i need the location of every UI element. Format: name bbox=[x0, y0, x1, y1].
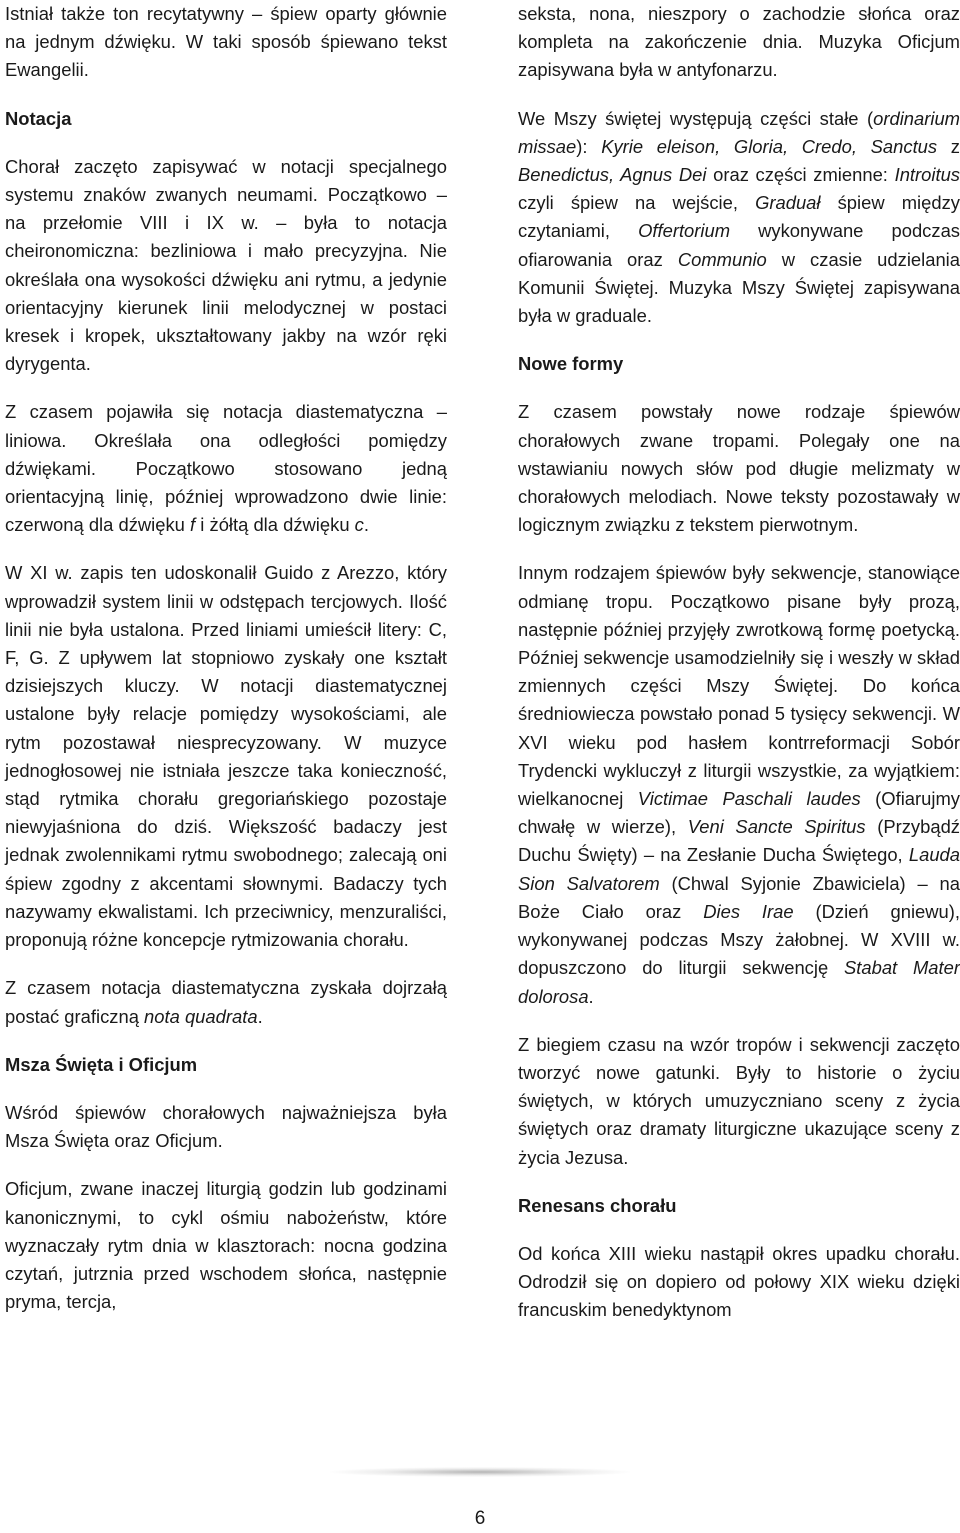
right-column bbox=[518, 0, 960, 1345]
page-number: 6 bbox=[474, 1508, 486, 1529]
paragraph-nowe-1: Z czasem powstały nowe rodzaje śpiewów chorałowych zwane tropami. Polegały one na wstawianiu nowych słów pod długie melizmaty w chorałowych melodiach. Nowe teksty pozostawały w logicznym związku z tekstem pierwotnym. bbox=[518, 401, 960, 536]
paragraph-msza-2: Oficjum, zwane inaczej liturgią godzin lub godzinami kanonicznymi, to cykl ośmiu nabożeństw, które wyznaczały rytm dnia w klasztorach: nocna godzina czytań, jutrznia przed wschodem słońca, następnie pryma, tercja, bbox=[5, 1178, 447, 1313]
paragraph-renesans: Od końca XIII wieku nastąpił okres upadku chorału. Odrodził się on dopiero od połowy XIX wieku dzięki francuskim benedyktynom bbox=[518, 1242, 960, 1321]
heading-msza: Msza Święta i Oficjum bbox=[5, 1053, 198, 1075]
paragraph-oficjum-cont: seksta, nona, nieszpory o zachodzie słońca oraz kompleta na zakończenie dnia. Muzyka Oficjum zapisywana była w antyfonarzu. bbox=[518, 3, 960, 81]
paragraph-nowe-3: Z biegiem czasu na wzór tropów i sekwencji zaczęto tworzyć nowe gatunki. Były to historie o życiu świętych, w których umuzyczniano sceny z życia świętych oraz dramaty liturgiczne ukazujące sceny z życia Jezusa. bbox=[518, 1033, 960, 1168]
paragraph-notacja-4: Z czasem notacja diastematyczna zyskała dojrzałą postać graficzną nota quadrata. bbox=[5, 977, 447, 1027]
paragraph-notacja-1: Chorał zaczęto zapisywać w notacji specjalnego systemu znaków zwanych neumami. Początkowo – na przełomie VIII i IX w. – była to notacja cheironomiczna: bezliniowa i mało precyzyjna. Nie określała ona wysokości dźwięku ani rytmu, a jedynie orientacyjny kierunek linii melodycznej w postaci kresek i kropek, ukształtowany jakby na wzór ręki dyrygenta. bbox=[5, 155, 447, 375]
paragraph-nowe-2: Innym rodzajem śpiewów były sekwencje, stanowiące odmianę tropu. Początkowo pisane były prozą, następnie później przyjęły zwrotkową formę poetycką. Później sekwencje usamodzielniły się i weszły w skład zmiennych części Mszy Świętej. Do końca średniowiecza powstało ponad 5 tysięcy sekwencji. W XVI wieku pod hasłem kontrreformacji Sobór Trydencki wykluczył z liturgii wszystkie, za wyjątkiem: wielkanocnej Victimae Paschali laudes (Ofiarujmy chwałę w wierze), Veni Sancte Spiritus (Przybądź Duchu Święty) – na Zesłanie Ducha Świętego, Lauda Sion Salvatorem (Chwal Syjonie Zbawiciela) – na Boże Ciało oraz Dies Irae (Dzień gniewu), wykonywanej podczas Mszy żałobnej. W XVIII w. dopuszczono do liturgii sekwencję Stabat Mater dolorosa. bbox=[518, 562, 960, 1007]
paragraph-msza-1: Wśród śpiewów chorałowych najważniejsza była Msza Święta oraz Oficjum. bbox=[5, 1101, 447, 1152]
italic-nota-quadrata: nota quadrata bbox=[144, 1005, 258, 1027]
italic-note-f: f bbox=[190, 514, 196, 536]
paragraph-intro: Istniał także ton recytatywny – śpiew oparty głównie na jednym dźwięku. W taki sposób śpiewano tekst Ewangelii. bbox=[5, 3, 447, 81]
footer-divider bbox=[330, 1467, 630, 1477]
paragraph-notacja-2: Z czasem pojawiła się notacja diastematyczna – liniowa. Określała ona odległości pomiędzy dźwiękami. Początkowo stosowano jedną orientacyjną linię, później wprowadzono dwie linie: czerwoną dla dźwięku f i żółtą dla dźwięku c. bbox=[5, 401, 447, 536]
left-column bbox=[5, 0, 447, 1336]
paragraph-notacja-3: W XI w. zapis ten udoskonalił Guido z Arezzo, który wprowadził system linii w odstępach tercjowych. Ilość linii nie była ustalona. Przed liniami umieścił litery: C, F, G. Z upływem lat stopniowo zyskały one kształt dzisiejszych kluczy. W notacji diastematycznej ustalone były relacje pomiędzy wysokościami, ale rytm pozostawał niesprecyzowany. W muzyce jednogłosowej nie istniała jeszcze taka konieczność, stąd rytmika chorału gregoriańskiego pozostaje niewyjaśniona do dziś. Większość badaczy jest jednak zwolennikami rytmu swobodnego; zalecają oni śpiew zgodny z akcentami słownymi. Badaczy tych nazywamy ekwalistami. Ich przeciwnicy, menzuraliści, proponują różne koncepcje rytmizowania chorału. bbox=[5, 562, 447, 951]
heading-renesans: Renesans chorału bbox=[518, 1194, 677, 1216]
paragraph-msza-parts: We Mszy świętej występują części stałe (ordinarium missae): Kyrie eleison, Gloria, Credo, Sanctus z Benedictus, Agnus Dei oraz części zmienne: Introitus czyli śpiew na wejście, Graduał śpiew między czytaniami, Offertorium wykonywane podczas ofiarowania oraz Communio w czasie udzielania Komunii Świętej. Muzyka Mszy Świętej zapisywana była w graduale. bbox=[518, 107, 960, 327]
italic-note-c: c bbox=[354, 514, 364, 536]
heading-nowe-formy: Nowe formy bbox=[518, 353, 624, 375]
heading-notacja: Notacja bbox=[5, 107, 72, 129]
